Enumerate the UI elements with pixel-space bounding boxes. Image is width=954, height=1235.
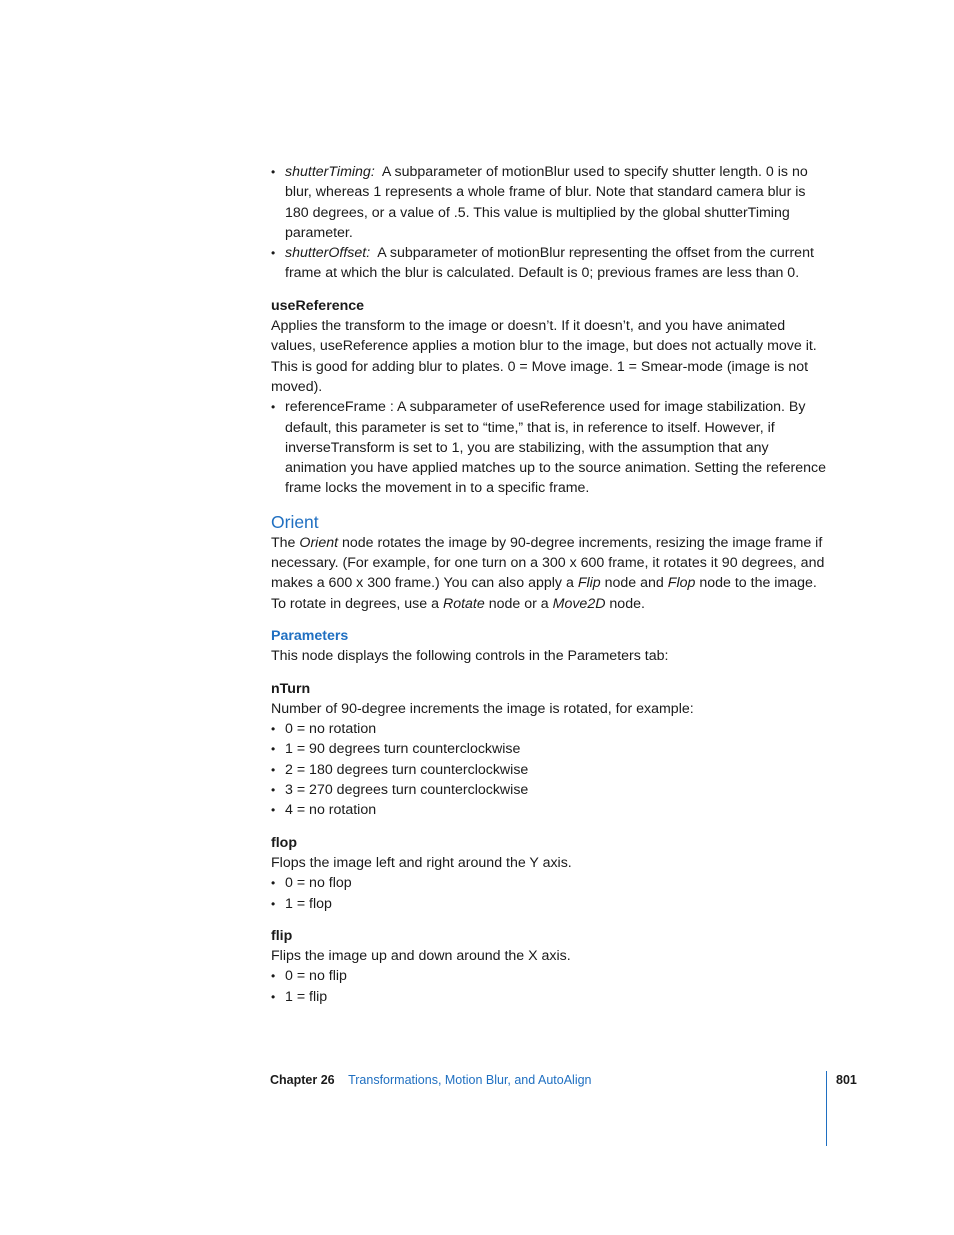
- chapter-title: Transformations, Motion Blur, and AutoAlign: [348, 1073, 592, 1087]
- flip-description: Flips the image up and down around the X axis.: [271, 948, 571, 965]
- list-item: • 0 = no rotation: [271, 719, 831, 739]
- list-item: • shutterOffset: A subparameter of motionBlur representing the offset from the current frame at which the blur is calculated. Default is 0; previous frames are less than 0.: [271, 243, 831, 284]
- flop-heading: flop: [271, 834, 297, 851]
- list-item: • 4 = no rotation: [271, 800, 831, 820]
- list-item: • 3 = 270 degrees turn counterclockwise: [271, 780, 831, 800]
- flop-values-list: [271, 873, 831, 914]
- list-item: • 1 = flop: [271, 894, 831, 914]
- page-number: 801: [836, 1073, 857, 1087]
- list-item: • 1 = flip: [271, 987, 831, 1007]
- nturn-heading: nTurn: [271, 680, 311, 697]
- list-item: • 0 = no flop: [271, 873, 831, 893]
- motionblur-subparameter-list: [271, 162, 831, 284]
- parameters-description: This node displays the following controls in the Parameters tab:: [271, 648, 669, 665]
- flip-heading: flip: [271, 927, 293, 944]
- section-title-orient: Orient: [271, 511, 319, 532]
- page-footer: [270, 1071, 857, 1089]
- footer-divider: [826, 1071, 827, 1146]
- list-item: • 2 = 180 degrees turn counterclockwise: [271, 760, 831, 780]
- usereference-subparameter-list: [271, 397, 831, 498]
- nturn-description: Number of 90-degree increments the image is rotated, for example:: [271, 700, 694, 717]
- orient-description: The Orient node rotates the image by 90-degree increments, resizing the image frame if necessary. (For example, for one turn on a 300 x 600 frame, it rotates it 90 degrees, and makes a 600 x 300 frame.) You can also apply a Flip node and Flop node to the image. To rotate in degrees, use a Rotate node or a Move2D node.: [271, 534, 825, 612]
- list-item: • shutterTiming: A subparameter of motionBlur used to specify shutter length. 0 is no blur, whereas 1 represents a whole frame of blur. Note that standard camera blur is 180 degrees, or a value of .5. This value is multiplied by the global shutterTiming parameter.: [271, 162, 831, 243]
- parameters-heading: Parameters: [271, 627, 349, 644]
- list-item: • referenceFrame : A subparameter of useReference used for image stabilization. By default, this parameter is set to “time,” that is, in reference to itself. However, if inverseTransform is set to 1, you are stabilizing, with the assumption that any animation you have applied matches up to the source animation. Setting the reference frame locks the movement in to a specific frame.: [271, 397, 831, 498]
- flip-values-list: [271, 966, 831, 1007]
- nturn-values-list: [271, 719, 831, 820]
- usereference-heading: useReference: [271, 297, 365, 314]
- flop-description: Flops the image left and right around the Y axis.: [271, 854, 572, 871]
- list-item: • 0 = no flip: [271, 966, 831, 986]
- page-content: [271, 162, 831, 1007]
- usereference-description: Applies the transform to the image or doesn’t. If it doesn’t, and you have animated values, useReference applies a motion blur to the image, but does not actually move it. This is good for adding blur to plates. 0 = Move image. 1 = Smear-mode (image is not moved).: [271, 318, 817, 395]
- chapter-number: Chapter 26: [270, 1073, 335, 1087]
- list-item: • 1 = 90 degrees turn counterclockwise: [271, 739, 831, 759]
